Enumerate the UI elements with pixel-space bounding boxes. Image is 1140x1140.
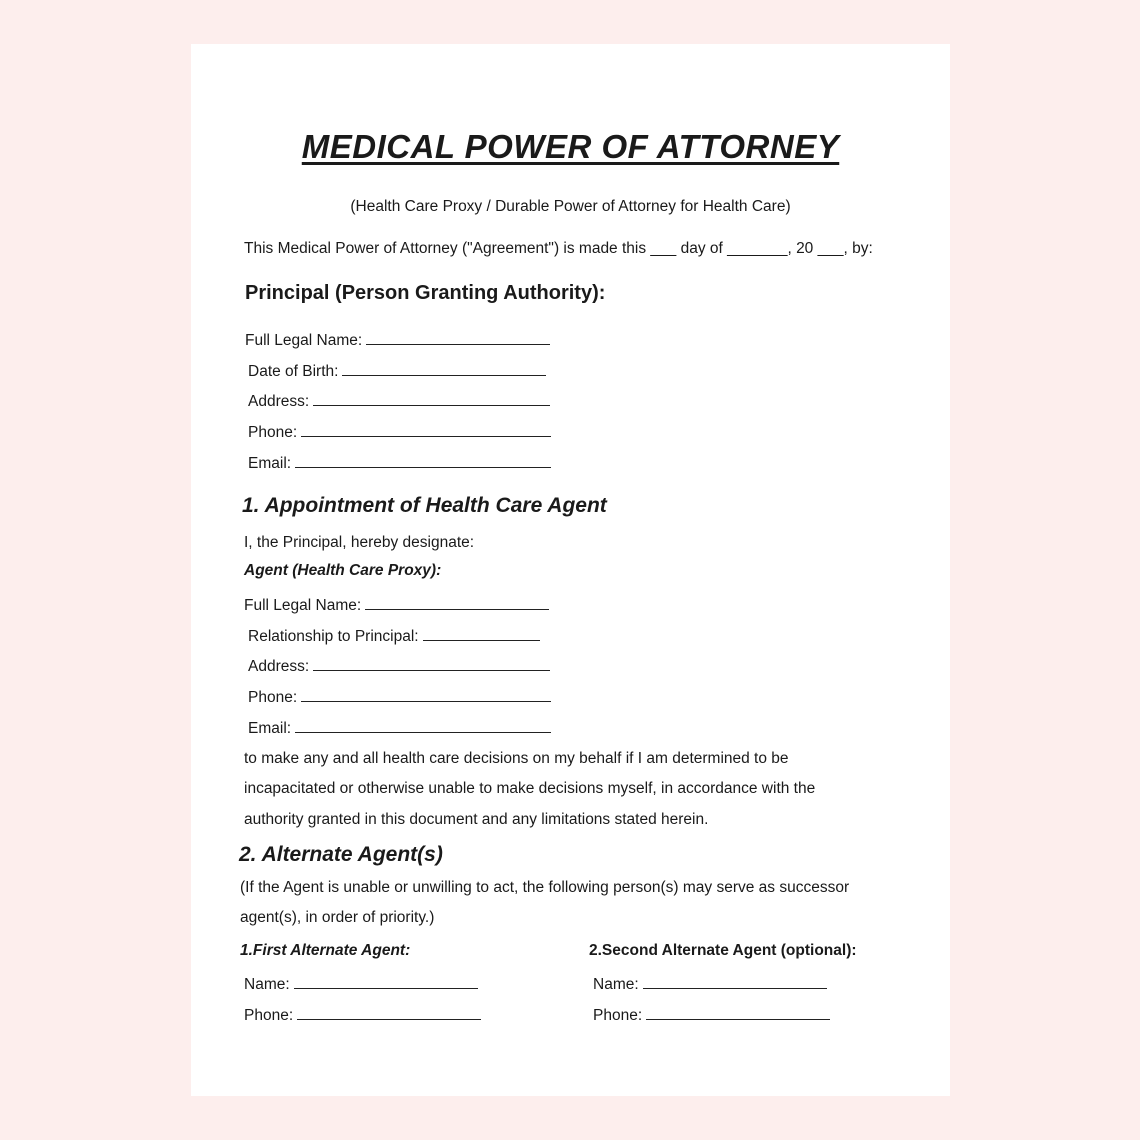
- field-label: Phone:: [248, 424, 298, 441]
- agent-relationship-field[interactable]: [248, 626, 540, 646]
- authority-paragraph-line: incapacitated or otherwise unable to make decisions myself, in accordance with the: [244, 780, 816, 797]
- field-label: Relationship to Principal:: [248, 628, 419, 645]
- fill-line[interactable]: [313, 391, 550, 406]
- authority-paragraph-line: authority granted in this document and any limitations stated herein.: [244, 811, 709, 828]
- agent-name-field[interactable]: [244, 595, 549, 615]
- field-label: Phone:: [248, 689, 298, 706]
- fill-line[interactable]: [313, 656, 550, 671]
- document-page: [191, 44, 950, 1096]
- fill-line[interactable]: [365, 595, 549, 610]
- principal-email-field[interactable]: [248, 453, 551, 473]
- intro-line: This Medical Power of Attorney ("Agreement") is made this ___ day of _______, 20 ___, by:: [244, 240, 873, 257]
- field-label: Name:: [593, 976, 639, 993]
- field-label: Date of Birth:: [248, 363, 339, 380]
- alternate-note-line: agent(s), in order of priority.): [240, 909, 435, 926]
- agent-heading: Agent (Health Care Proxy):: [244, 562, 442, 579]
- agent-phone-field[interactable]: [248, 687, 551, 707]
- field-label: Email:: [248, 720, 292, 737]
- principal-name-field[interactable]: [245, 330, 550, 350]
- section2-heading: 2. Alternate Agent(s): [239, 843, 443, 866]
- fill-line[interactable]: [294, 974, 478, 989]
- field-label: Email:: [248, 455, 292, 472]
- agent-email-field[interactable]: [248, 718, 551, 738]
- principal-address-field[interactable]: [248, 391, 550, 411]
- alternate-note-line: (If the Agent is unable or unwilling to act, the following person(s) may serve as successor: [240, 879, 850, 896]
- fill-line[interactable]: [297, 1005, 481, 1020]
- fill-line[interactable]: [301, 687, 551, 702]
- field-label: Name:: [244, 976, 290, 993]
- field-label: Address:: [248, 393, 310, 410]
- second-alternate-name-field[interactable]: [593, 974, 827, 994]
- first-alternate-heading: 1.First Alternate Agent:: [240, 942, 411, 959]
- field-label: Full Legal Name:: [244, 597, 362, 614]
- field-label: Phone:: [244, 1007, 294, 1024]
- authority-paragraph-line: to make any and all health care decisions on my behalf if I am determined to be: [244, 750, 789, 767]
- field-label: Address:: [248, 658, 310, 675]
- principal-phone-field[interactable]: [248, 422, 551, 442]
- section1-heading: 1. Appointment of Health Care Agent: [242, 494, 607, 517]
- document-subtitle: (Health Care Proxy / Durable Power of Attorney for Health Care): [350, 198, 791, 215]
- fill-line[interactable]: [342, 361, 546, 376]
- principal-heading: Principal (Person Granting Authority):: [245, 282, 606, 304]
- designate-line: I, the Principal, hereby designate:: [244, 534, 475, 551]
- second-alternate-phone-field[interactable]: [593, 1005, 830, 1025]
- fill-line[interactable]: [646, 1005, 830, 1020]
- fill-line[interactable]: [295, 718, 551, 733]
- principal-dob-field[interactable]: [248, 361, 546, 381]
- fill-line[interactable]: [301, 422, 551, 437]
- second-alternate-heading: 2.Second Alternate Agent (optional):: [589, 942, 857, 959]
- first-alternate-phone-field[interactable]: [244, 1005, 481, 1025]
- field-label: Phone:: [593, 1007, 643, 1024]
- fill-line[interactable]: [295, 453, 551, 468]
- fill-line[interactable]: [643, 974, 827, 989]
- document-title: MEDICAL POWER OF ATTORNEY: [301, 128, 840, 165]
- fill-line[interactable]: [423, 626, 540, 641]
- agent-address-field[interactable]: [248, 656, 550, 676]
- fill-line[interactable]: [366, 330, 550, 345]
- first-alternate-name-field[interactable]: [244, 974, 478, 994]
- field-label: Full Legal Name:: [245, 332, 363, 349]
